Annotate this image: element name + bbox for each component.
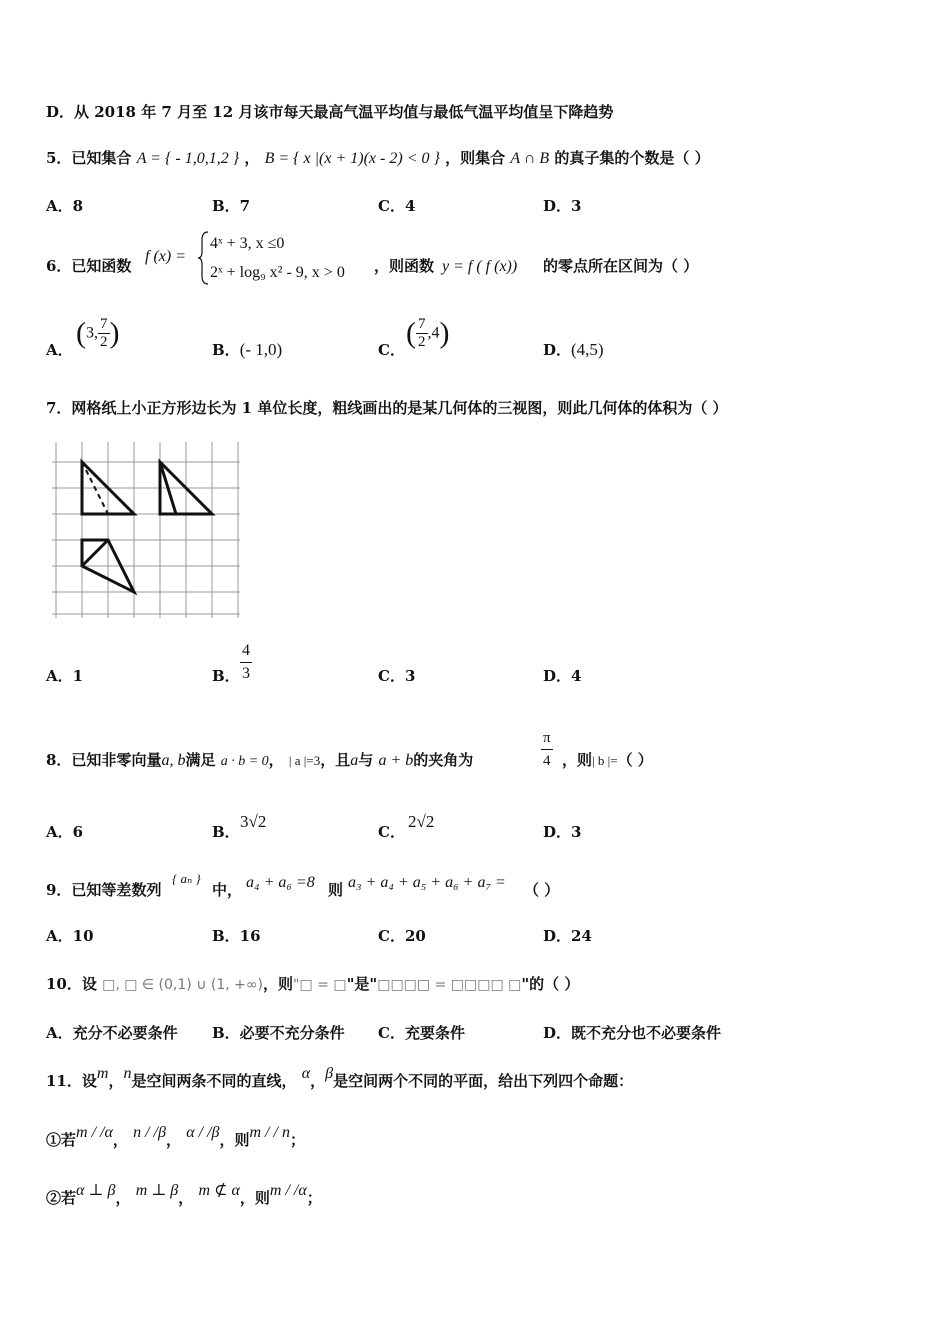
q6-option-b-label: B． [212,341,240,359]
q4-option-d: D．从 2018 年 7 月至 12 月该市每天最高气温平均值与最低气温平均值呈下降趋势 [46,103,614,121]
top-view-inner [82,540,108,566]
q11-p1-b: n / /β [133,1124,166,1141]
q8-t2: ，且 [320,751,351,769]
q10-prefix: 10．设 [46,975,97,993]
q6-y-text: y = f ( f (x)) [442,258,518,275]
q11-alpha: α [301,1065,311,1082]
q11-p1-end: ； [289,1131,305,1149]
q5-prefix: 5．已知集合 [46,149,132,167]
question-8 [46,750,473,772]
q8-option-b-value [240,812,266,832]
question-5 [46,148,710,169]
q6-c-num: 7 [418,316,426,332]
q8-dot: a · b = 0 [220,754,269,769]
q5-suffix: 的真子集的个数是（ ） [554,149,710,167]
q6-case1 [210,233,284,254]
q6-brace [198,230,210,286]
q11-beta: β [325,1065,334,1082]
q9-option-b: B．16 [212,927,261,945]
q6-a-left: 3, [86,324,98,342]
q9-suffix: （ ） [524,881,560,899]
q5-option-b: B．7 [212,197,251,215]
q9-expr [348,872,506,893]
q8-t5: ，则 [562,751,593,769]
q6-option-d-label: D． [543,341,572,359]
q11-p1-sep2: ， [165,1131,181,1149]
q5-mid: ，则集合 [445,149,506,167]
q6-fx-text: f (x) = [145,248,186,265]
q9-seq [172,868,201,889]
q6-option-d-value: (4,5) [571,340,604,359]
q11-p2-sep1: ， [115,1189,131,1207]
q7-option-b-value [240,640,252,685]
q11-p2-b: m ⊥ β [135,1182,179,1199]
q6-option-d [543,340,604,360]
q11-proposition-1 [46,1124,305,1151]
q11-t2: 是空间两个不同的平面，给出下列四个命题： [333,1072,634,1090]
q6-case2-text: 2ˣ + log₉ x² - 9, x > 0 [210,264,345,281]
q6-a-num: 7 [100,316,108,332]
q11-p1-a: m / /α [76,1124,113,1141]
q11-prefix: 11．设 [46,1072,97,1090]
q10-option-b: B．必要不充分条件 [212,1024,345,1042]
q11-p1-c: α / /β [186,1124,220,1141]
question-7: 7．网格纸上小正方形边长为 1 单位长度，粗线画出的是某几何体的三视图，则此几何体的体积为（ ） [46,399,728,417]
three-view-figure [52,442,242,620]
q8-bnorm: | b |= [592,753,618,768]
q9-seq-text: { aₙ } [172,871,201,886]
q9-cond [246,872,315,893]
q5-option-d: D．3 [543,197,582,215]
q9-t1: 中， [212,881,243,899]
q8-a: a [350,752,359,769]
q7-option-d: D．4 [543,667,582,685]
q6-option-a-value: (3, $\frac{7}{2}$ ) [76,316,120,350]
grid-lines [52,442,240,618]
q9-t2: 则 [328,881,344,899]
q10-option-c: C．充要条件 [378,1024,465,1042]
q8-option-d: D．3 [543,823,582,841]
q10-cond: □, □ ∈ (0,1) ∪ (1, +∞) [102,977,264,993]
q7-option-c: C．3 [378,667,416,685]
q9-cond-text: a₄ + a₆ =8 [246,874,315,891]
q6-c-den: 2 [418,334,426,350]
q5-option-c: C．4 [378,197,416,215]
q7-option-b-label: B． [212,667,240,685]
q11-p2-c: m ⊄ α [198,1182,240,1199]
q11-p1-label: ①若 [46,1131,77,1149]
q11-proposition-2 [46,1182,322,1209]
q6-option-a [46,340,73,360]
q9-option-a: A．10 [46,927,94,945]
q8-tail [562,750,653,771]
q8-suffix: （ ） [617,751,653,769]
q9-prefix: 9．已知等差数列 [46,881,162,899]
q6-suffix: 的零点所在区间为（ ） [543,257,699,275]
q8-prefix: 8．已知非零向量 [46,751,162,769]
thick-lines [82,462,212,592]
q11-p1-sep1: ， [112,1131,128,1149]
q11-p2-r: m / /α [269,1182,307,1199]
q11-c1: ， [108,1072,124,1090]
q7-b-num: 4 [240,640,252,663]
q5-expr: A ∩ B [510,150,550,167]
q11-p2-then: ，则 [239,1189,270,1207]
q6-option-c-value: ( $\frac{7}{2}$ ,4) [406,316,450,350]
q11-c2: ， [310,1072,326,1090]
q11-p2-sep2: ， [178,1189,194,1207]
q6-a-den: 2 [100,334,108,350]
q11-t1: 是空间两条不同的直线， [131,1072,297,1090]
q6-y [442,256,517,277]
q7-option-a: A．1 [46,667,84,685]
q10-t2: "是" [346,975,378,993]
q8-t1: 满足 [185,751,216,769]
q8-angle-den: 4 [543,753,551,769]
q8-option-c-text: 2√2 [408,812,435,831]
q10-option-a: A．充分不必要条件 [46,1024,178,1042]
q8-option-b-label: B． [212,823,240,841]
q10-suffix: "的（ ） [521,975,580,993]
q6-mid: ，则函数 [374,257,435,275]
q11-n: n [123,1065,132,1082]
q8-apb: a + b [378,752,414,769]
q10-s2: □□□□ = □□□□ □ [377,977,522,993]
q9-expr-text: a₃ + a₄ + a₅ + a₆ + a₇ = [348,874,506,891]
q9-option-c: C．20 [378,927,426,945]
q6-option-a-label: A． [46,341,73,359]
q6-case1-text: 4ˣ + 3, x ≤0 [210,235,285,252]
q5-set-a: A = { - 1,0,1,2 } [136,150,240,167]
q6-option-c-label: C． [378,341,405,359]
q11-m: m [96,1065,109,1082]
q8-sep: ， [268,751,284,769]
q8-t3: 与 [358,751,374,769]
q8-option-c [378,822,405,842]
q11-p2-label: ②若 [46,1189,77,1207]
q6-prefix: 6．已知函数 [46,257,132,275]
q8-norm: | a |=3 [288,753,321,768]
q6-c-right: ,4 [427,324,440,342]
q6-case2 [210,262,345,283]
q8-option-c-label: C． [378,823,405,841]
q10-option-d: D．既不充分也不必要条件 [543,1024,722,1042]
q11-p2-a: α ⊥ β [76,1182,116,1199]
q6-option-c [378,340,405,360]
q9-option-d: D．24 [543,927,592,945]
q11-p1-then: ，则 [219,1131,250,1149]
q11-p2-end: ； [306,1189,322,1207]
q6-option-b [212,340,282,360]
q8-option-c-value [408,812,434,832]
question-10 [46,974,579,995]
q8-option-a: A．6 [46,823,84,841]
q6-option-b-value: (- 1,0) [239,340,283,359]
q8-angle [541,727,553,772]
q8-option-b [212,822,240,842]
q5-comma: ， [244,149,260,167]
q5-option-a: A．8 [46,197,84,215]
q7-b-den: 3 [242,665,250,682]
q8-ab: a, b [161,752,186,769]
q8-angle-num: π [541,727,553,750]
q8-t4: 的夹角为 [413,751,474,769]
q10-t1: ，则 [263,975,294,993]
q6-fx [145,246,186,267]
q10-s1: "□ = □ [293,977,347,993]
q5-set-b: B = { x |(x + 1)(x - 2) < 0 } [264,150,440,167]
question-11 [46,1065,634,1092]
q8-option-b-text: 3√2 [240,812,267,831]
q11-p1-r: m / / n [249,1124,290,1141]
